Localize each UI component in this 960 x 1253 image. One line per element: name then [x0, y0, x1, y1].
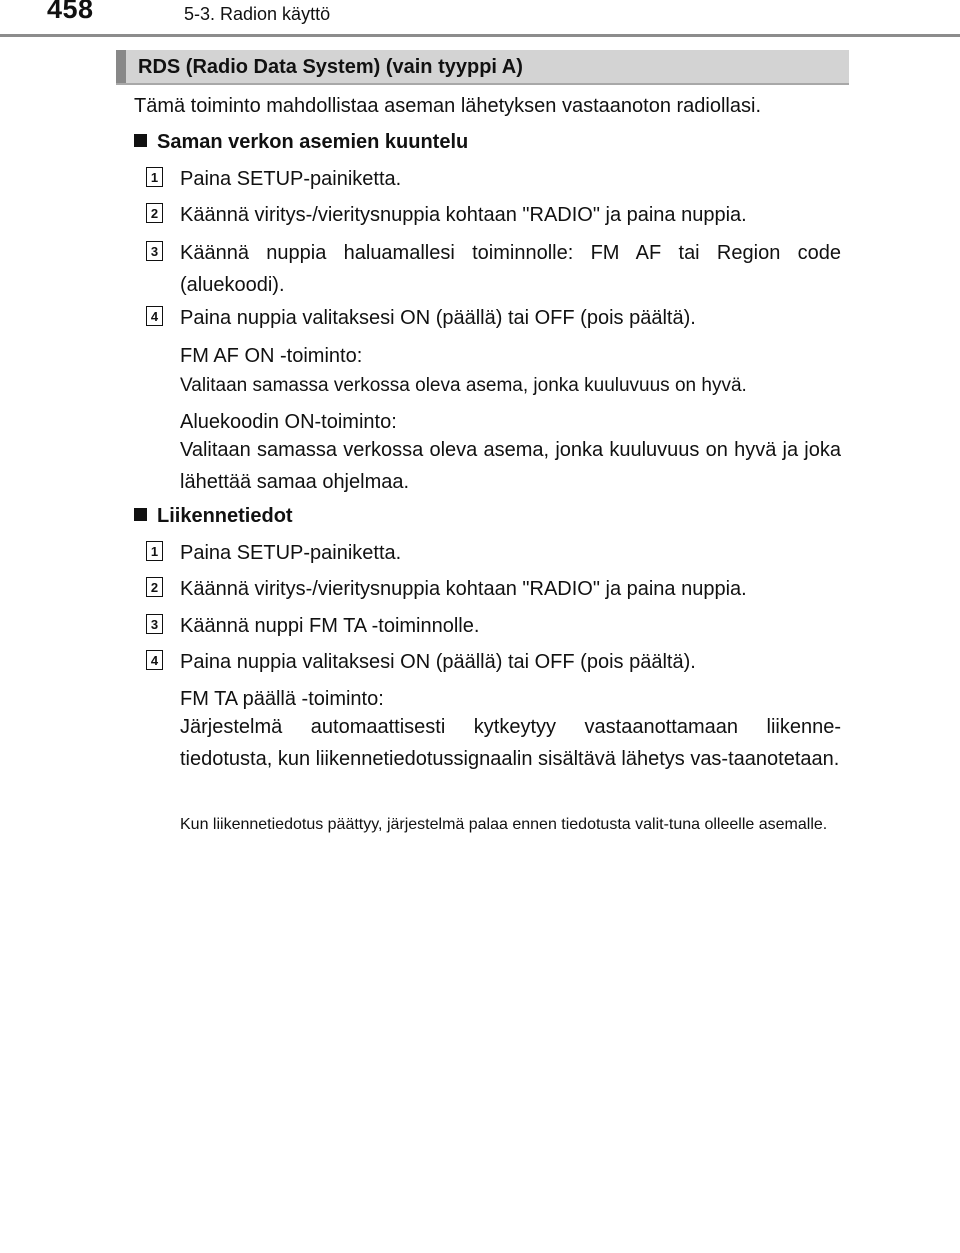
header-divider	[0, 34, 960, 37]
note-title: FM AF ON -toiminto:	[180, 345, 363, 367]
step-number-badge: 3	[146, 614, 163, 634]
step-number-badge: 1	[146, 541, 163, 561]
step-number-badge: 2	[146, 577, 163, 597]
section-title-bar	[116, 50, 849, 85]
section-accent	[116, 50, 126, 83]
note-title: Aluekoodin ON-toiminto:	[180, 411, 397, 433]
step-number-badge: 1	[146, 167, 163, 187]
step-text: Käännä viritys-/vieritysnuppia kohtaan "RADIO" ja paina nuppia.	[180, 578, 747, 600]
subheading-text: Liikennetiedot	[157, 505, 293, 527]
intro-paragraph: Tämä toiminto mahdollistaa aseman lähetyksen vastaanoton radiollasi.	[134, 95, 762, 117]
note-body: Valitaan samassa verkossa oleva asema, jonka kuuluvuus on hyvä.	[180, 375, 747, 396]
step-number-badge: 3	[146, 241, 163, 261]
step-number-badge: 4	[146, 306, 163, 326]
note-body: Valitaan samassa verkossa oleva asema, jonka kuuluvuus on hyvä ja joka lähettää samaa ohjelmaa.	[180, 439, 841, 493]
note-body: Järjestelmä automaattisesti kytkeytyy vastaanottamaan liikenne-tiedotusta, kun liikennetiedotussignaalin sisältävä lähetys vas-taanotetaan.	[180, 716, 841, 770]
step-number-badge: 2	[146, 203, 163, 223]
step-text: Paina SETUP-painiketta.	[180, 542, 402, 564]
note-title: FM TA päällä -toiminto:	[180, 688, 384, 710]
step-text: Paina SETUP-painiketta.	[180, 168, 402, 190]
step-text: Käännä viritys-/vieritysnuppia kohtaan "RADIO" ja paina nuppia.	[180, 204, 747, 226]
subheading-text: Saman verkon asemien kuuntelu	[157, 131, 469, 153]
step-number-badge: 4	[146, 650, 163, 670]
square-bullet-icon	[134, 134, 147, 147]
chapter-title: 5-3. Radion käyttö	[184, 4, 331, 24]
subheading-traffic-info	[134, 505, 293, 528]
page-number: 458	[47, 0, 94, 24]
small-note: Kun liikennetiedotus päättyy, järjestelmä palaa ennen tiedotusta valit-tuna olleelle asemalle.	[180, 816, 828, 833]
step-text: Käännä nuppi FM TA -toiminnolle.	[180, 615, 480, 637]
page-header	[0, 0, 960, 40]
step-text: Paina nuppia valitaksesi ON (päällä) tai OFF (pois päältä).	[180, 307, 696, 329]
subheading-same-network	[134, 131, 468, 154]
step-text: Paina nuppia valitaksesi ON (päällä) tai OFF (pois päältä).	[180, 651, 696, 673]
step-text: Käännä nuppia haluamallesi toiminnolle: FM AF tai Region code (aluekoodi).	[180, 242, 841, 296]
section-title: RDS (Radio Data System) (vain tyyppi A)	[138, 56, 523, 78]
square-bullet-icon	[134, 508, 147, 521]
